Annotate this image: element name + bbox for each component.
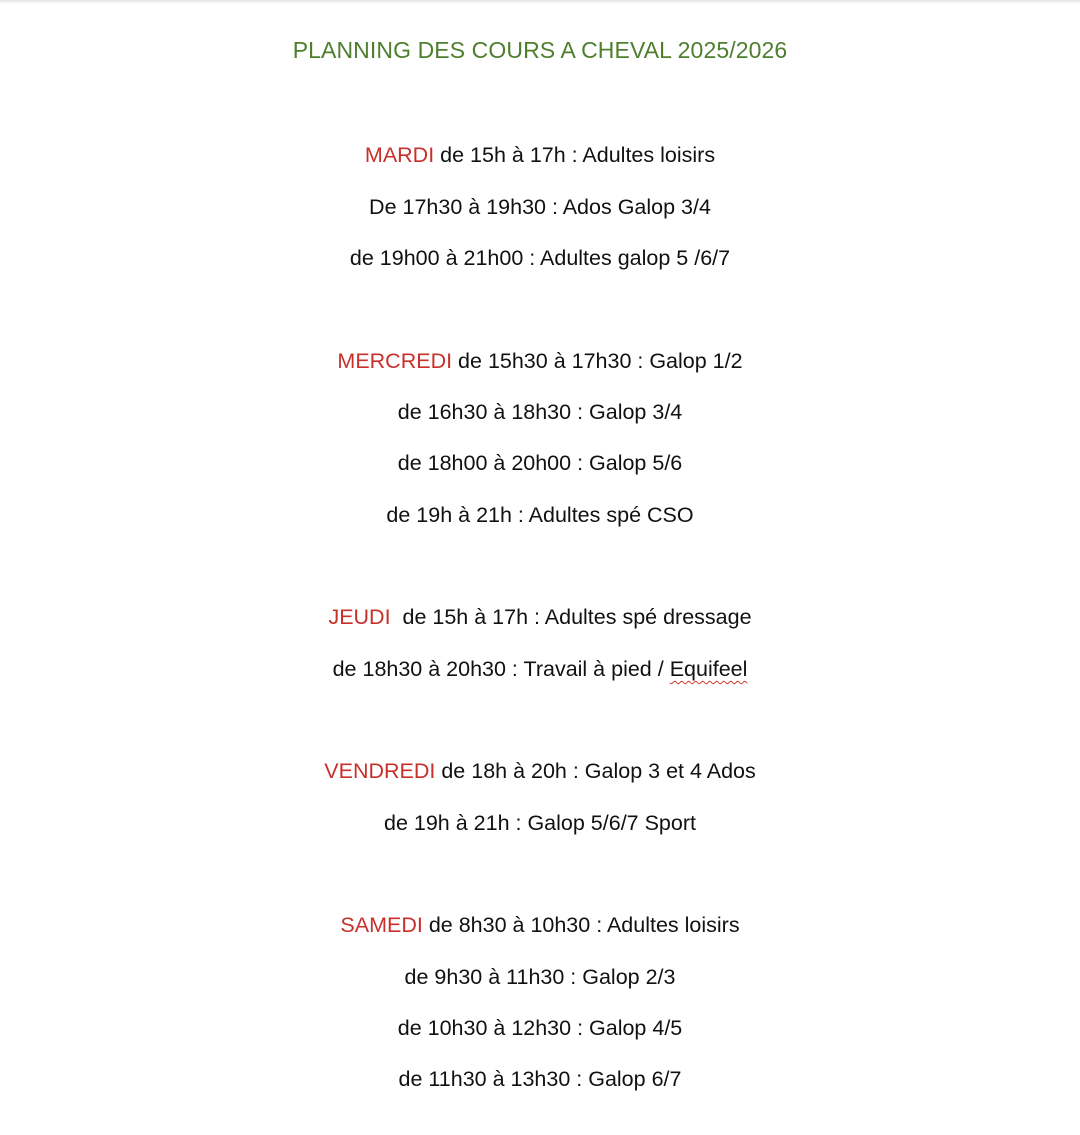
schedule-line: de 10h30 à 12h30 : Galop 4/5 — [397, 1016, 683, 1040]
schedule-line: de 8h30 à 10h30 : Adultes loisirs — [422, 913, 740, 937]
schedule-line: de 19h à 21h : Galop 5/6/7 Sport — [384, 811, 696, 835]
schedule-day-samedi — [0, 910, 1080, 940]
schedule-line: de 15h30 à 17h30 : Galop 1/2 — [452, 349, 743, 373]
schedule-line: de 11h30 à 13h30 : Galop 6/7 — [398, 1067, 682, 1091]
day-label-mardi: MARDI — [364, 143, 435, 167]
spellcheck-underlined-word[interactable]: Equifeel — [669, 657, 748, 681]
schedule-line: de 19h00 à 21h00 : Adultes galop 5 /6/7 — [349, 246, 731, 270]
page-top-edge — [0, 0, 1080, 3]
schedule-line-equifeel — [0, 654, 1080, 684]
schedule-day-mardi — [0, 140, 1080, 170]
schedule-line: de 18h00 à 20h00 : Galop 5/6 — [397, 451, 683, 475]
schedule-day-vendredi — [0, 756, 1080, 786]
schedule-line: de 15h à 17h : Adultes loisirs — [434, 143, 716, 167]
schedule-line: de 18h30 à 20h30 : Travail à pied / — [332, 657, 670, 681]
schedule-line: de 15h à 17h : Adultes spé dressage — [390, 605, 752, 629]
schedule-day-mercredi — [0, 346, 1080, 376]
schedule-line: De 17h30 à 19h30 : Ados Galop 3/4 — [369, 195, 711, 219]
schedule-line: de 18h à 20h : Galop 3 et 4 Ados — [435, 759, 756, 783]
schedule-line: de 19h à 21h : Adultes spé CSO — [386, 503, 694, 527]
day-label-mercredi: MERCREDI — [337, 349, 453, 373]
schedule-line: de 9h30 à 11h30 : Galop 2/3 — [404, 965, 676, 989]
day-label-vendredi: VENDREDI — [324, 759, 436, 783]
page-title: PLANNING DES COURS A CHEVAL 2025/2026 — [292, 37, 788, 63]
day-label-jeudi: JEUDI — [328, 605, 391, 629]
schedule-line: de 16h30 à 18h30 : Galop 3/4 — [397, 400, 683, 424]
day-label-samedi: SAMEDI — [340, 913, 423, 937]
schedule-day-jeudi — [0, 602, 1080, 632]
